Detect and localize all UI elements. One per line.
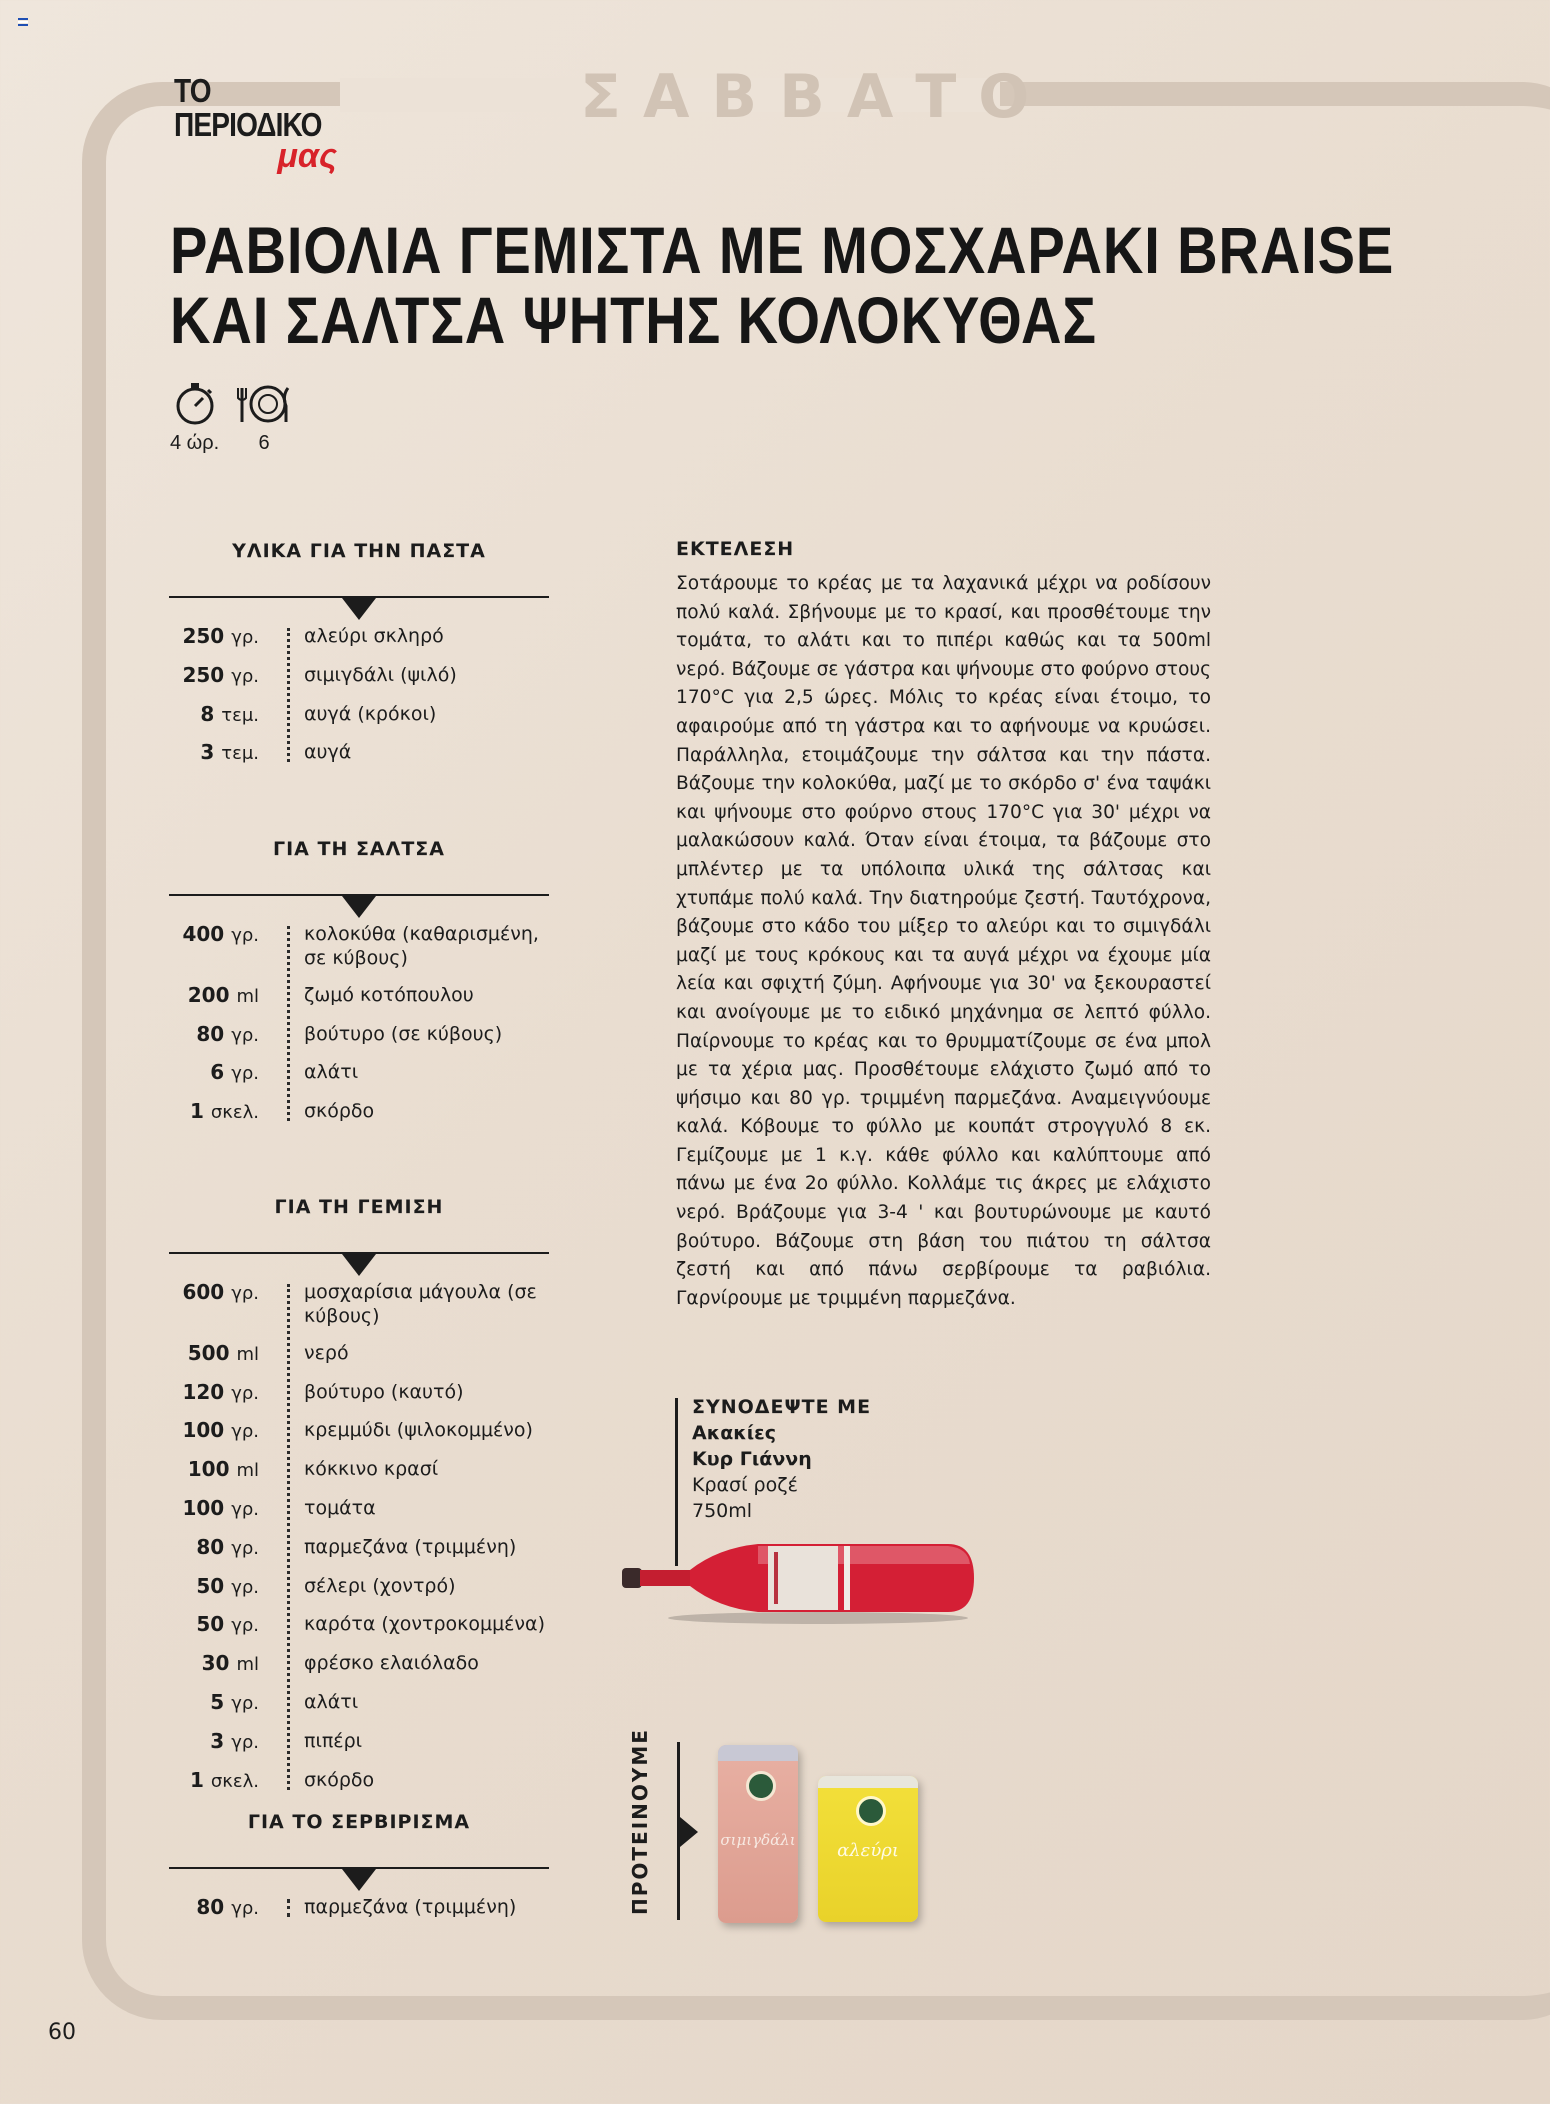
- bag-1-label: σιμιγδάλι: [720, 1831, 796, 1849]
- ingredient-row: [169, 1457, 549, 1483]
- ingredient-name: αυγά: [304, 741, 352, 764]
- ingredient-amount: 400: [182, 922, 225, 946]
- recipe-title-line-2: ΚΑΙ ΣΑΛΤΣΑ ΨΗΤΗΣ ΚΟΛΟΚΥΘΑΣ: [170, 283, 1097, 357]
- ingredient-quantity: [169, 1535, 259, 1561]
- ingredient-amount: 250: [182, 662, 225, 687]
- dotted-divider: [287, 1899, 290, 1917]
- wine-recommendation: [692, 1394, 871, 1524]
- ingredient-list: [169, 922, 549, 1125]
- ingredient-name: σέλερι (χοντρό): [304, 1574, 456, 1597]
- ingredient-quantity: [169, 1651, 259, 1677]
- bag-top: [718, 1745, 798, 1761]
- ingredient-list: [169, 1280, 549, 1794]
- execution-title: ΕΚΤΕΛΕΣΗ: [676, 538, 795, 560]
- section-title: ΓΙΑ ΤΗ ΓΕΜΙΣΗ: [274, 1196, 444, 1218]
- ingredient-unit: γρ.: [231, 1898, 259, 1919]
- ingredient-name: ζωμό κοτόπουλου: [304, 983, 474, 1006]
- ingredient-amount: 3: [210, 1728, 225, 1753]
- servings-meta: [236, 380, 292, 455]
- ingredient-unit: γρ.: [231, 1382, 259, 1404]
- ingredient-row: [169, 1729, 549, 1755]
- ingredient-name: αλάτι: [304, 1061, 359, 1084]
- dotted-divider: [287, 926, 290, 1121]
- bag-2-label: αλεύρι: [837, 1840, 899, 1861]
- section-pasta: [169, 540, 549, 779]
- ingredient-unit: γρ.: [231, 1024, 259, 1046]
- ingredient-name: νερό: [304, 1341, 349, 1364]
- ingredient-unit: γρ.: [231, 1537, 259, 1559]
- ingredient-name: σιμιγδάλι (ψιλό): [304, 663, 457, 686]
- ingredient-row: [169, 1651, 549, 1677]
- ingredient-quantity: [169, 1060, 259, 1086]
- ingredient-unit: γρ.: [231, 1063, 259, 1085]
- recipe-title: [170, 213, 1395, 357]
- flag-icon: [18, 18, 28, 26]
- ingredient-name: κόκκινο κρασί: [304, 1458, 439, 1481]
- ingredient-quantity: [169, 1099, 259, 1125]
- ingredient-name: καρότα (χοντροκομμένα): [304, 1613, 545, 1636]
- ingredient-amount: 5: [210, 1689, 225, 1714]
- section-title: ΥΛΙΚΑ ΓΙΑ ΤΗΝ ΠΑΣΤΑ: [232, 540, 486, 562]
- ingredient-list: [169, 624, 549, 766]
- wine-bottle-image: [618, 1530, 978, 1630]
- ingredient-list: [169, 1895, 549, 1921]
- ingredient-amount: 1: [189, 1767, 204, 1792]
- ingredient-quantity: [169, 1895, 259, 1921]
- ingredient-row: [169, 1099, 549, 1125]
- ingredient-quantity: [169, 1612, 259, 1638]
- section-serving: [169, 1811, 549, 1934]
- ingredient-name: βούτυρο (σε κύβους): [304, 1022, 503, 1045]
- ingredient-unit: τεμ.: [221, 704, 259, 726]
- ingredient-row: [169, 1768, 549, 1794]
- ingredient-unit: ml: [236, 1654, 259, 1676]
- ingredient-unit: γρ.: [231, 1692, 259, 1714]
- execution-text: Σοτάρουμε το κρέας με τα λαχανικά μέχρι να ροδίσουν πολύ καλά. Σβήνουμε με το κρασί, και προσθέτουμε την τομάτα, το αλάτι και το πιπέρι καθώς και τα 500ml νερό. Βάζουμε σε γάστρα και ψήνουμε στο φούρνο στους 170°C για 2,5 ώρες. Μόλις το κρέας είναι έτοιμο, το αφαιρούμε από τη γάστρα και το αφήνουμε να κρυώσει. Παράλληλα, ετοιμάζουμε την σάλτσα και την πάστα. Βάζουμε την κολοκύθα, μαζί με το σκόρδο σ' ένα ταψάκι και ψήνουμε στο φούρνο στους 170°C για 30' μέχρι να μαλακώσουν καλά. Όταν είναι έτοιμα, τα βάζουμε στο μπλέντερ με τα υπόλοιπα υλικά της σάλτσας και χτυπάμε πολύ καλά. Την διατηρούμε ζεστή. Ταυτόχρονα, βάζουμε στο κάδο του μίξερ το αλεύρι και το σιμιγδάλι μαζί με τους κρόκους και τα αυγά μέχρι να έχουμε μία λεία και σφιχτή ζύμη. Αφήνουμε για 30' να ξεκουραστεί και ανοίγουμε με το ειδικό μηχάνημα σε λεπτό φύλλο. Παίρνουμε το κρέας και το θρυμματίζουμε σε ένα μπολ με τα χέρια μας. Προσθέτουμε ελάχιστο ζωμό από το ψήσιμο και 80 γρ. τριμμένη παρμεζάνα. Αναμειγνύουμε καλά. Κόβουμε το φύλλο με κουπάτ στρογγυλό 8 εκ. Γεμίζουμε με 1 κ.γ. κάθε φύλλο και καλύπτουμε από πάνω με ένα 2ο φύλλο. Κολλάμε τις άκρες με ελάχιστο νερό. Βράζουμε για 3-4 ' και βουτυρώνουμε με καυτό βούτυρο. Βάζουμε στη βάση του πιάτου τη σάλτσα ζεστή και από πάνω σερβίρουμε τα ραβιόλια. Γαρνίρουμε με τριμμένη παρμεζάνα.: [676, 573, 1211, 1309]
- ingredient-row: [169, 1060, 549, 1086]
- ingredient-name: παρμεζάνα (τριμμένη): [304, 1896, 517, 1918]
- ingredient-unit: ml: [236, 985, 259, 1007]
- ingredient-name: πιπέρι: [304, 1729, 363, 1752]
- ingredient-name: σκόρδο: [304, 1100, 375, 1123]
- ingredient-row: [169, 1612, 549, 1638]
- ingredient-row: [169, 983, 549, 1009]
- ingredient-name: φρέσκο ελαιόλαδο: [304, 1652, 479, 1675]
- ingredient-unit: σκελ.: [210, 1770, 259, 1792]
- ingredient-unit: σκελ.: [210, 1102, 259, 1124]
- ingredient-amount: 600: [182, 1280, 225, 1304]
- ingredient-quantity: [169, 1341, 259, 1367]
- wine-size: 750ml: [692, 1500, 753, 1522]
- ingredient-quantity: [169, 740, 259, 766]
- plate-cutlery-icon: [236, 380, 292, 426]
- ingredient-name: τομάτα: [304, 1496, 376, 1519]
- ingredient-unit: γρ.: [231, 1576, 259, 1598]
- ingredient-unit: τεμ.: [221, 743, 259, 765]
- ingredient-quantity: [169, 983, 259, 1009]
- ingredient-quantity: [169, 1729, 259, 1755]
- ingredient-unit: ml: [236, 1460, 259, 1482]
- ingredient-name: αυγά (κρόκοι): [304, 702, 437, 725]
- suggest-label: ΠΡΟΤΕΙΝΟΥΜΕ: [628, 1728, 652, 1915]
- time-meta: [170, 380, 219, 455]
- semolina-bag-image: [718, 1745, 798, 1923]
- section-title: ΓΙΑ ΤΟ ΣΕΡΒΙΡΙΣΜΑ: [247, 1811, 471, 1833]
- ingredient-unit: ml: [236, 1343, 259, 1365]
- ingredient-amount: 100: [187, 1457, 230, 1482]
- ingredient-unit: γρ.: [231, 1731, 259, 1753]
- ingredient-amount: 120: [182, 1379, 225, 1404]
- wine-name-2: Κυρ Γιάννη: [692, 1448, 812, 1470]
- ingredient-amount: 100: [182, 1495, 225, 1520]
- magazine-logo: [174, 72, 339, 175]
- page-number: 60: [48, 2020, 76, 2045]
- arrow-down-icon: [342, 1869, 376, 1891]
- ingredient-row: [169, 740, 549, 766]
- ingredient-row: [169, 1535, 549, 1561]
- ingredient-row: [169, 1418, 549, 1444]
- ingredient-quantity: [169, 1574, 259, 1600]
- ingredient-amount: 50: [196, 1612, 225, 1637]
- ingredient-row: [169, 702, 549, 728]
- ingredient-name: αλεύρι σκληρό: [304, 625, 444, 647]
- ingredient-row: [169, 1380, 549, 1406]
- ingredient-quantity: [169, 624, 259, 650]
- ingredient-row: [169, 1574, 549, 1600]
- ingredient-row: [169, 1341, 549, 1367]
- ingredient-row: [169, 1690, 549, 1716]
- ingredient-quantity: [169, 922, 259, 948]
- bag-top: [818, 1776, 918, 1788]
- ingredient-quantity: [169, 1768, 259, 1794]
- wine-name-1: Ακακίες: [692, 1422, 776, 1444]
- ingredient-unit: γρ.: [231, 1615, 259, 1637]
- ingredient-quantity: [169, 1380, 259, 1406]
- arrow-down-icon: [342, 598, 376, 620]
- ingredient-row: [169, 1895, 549, 1921]
- ingredient-amount: 6: [210, 1060, 225, 1085]
- ingredient-amount: 200: [187, 982, 230, 1007]
- ingredient-name: αλάτι: [304, 1690, 359, 1713]
- ingredient-name: κρεμμύδι (ψιλοκομμένο): [304, 1419, 533, 1442]
- ingredient-amount: 8: [200, 701, 215, 726]
- ingredient-amount: 30: [201, 1651, 230, 1676]
- ingredient-amount: 80: [196, 1895, 225, 1919]
- ingredient-name: βούτυρο (καυτό): [304, 1380, 464, 1403]
- stopwatch-icon: [174, 380, 216, 426]
- ingredient-row: [169, 1496, 549, 1522]
- wine-heading: ΣΥΝΟΔΕΨΤΕ ΜΕ: [692, 1396, 872, 1418]
- ingredient-amount: 500: [187, 1340, 230, 1365]
- arrow-down-icon: [342, 1254, 376, 1276]
- ingredient-amount: 100: [182, 1418, 225, 1443]
- ingredient-unit: γρ.: [231, 1283, 259, 1304]
- recipe-title-line-1: ΡΑΒΙΟΛΙΑ ΓΕΜΙΣΤΑ ΜΕ ΜΟΣΧΑΡΑΚΙ BRAISE: [170, 213, 1395, 287]
- section-title: ΓΙΑ ΤΗ ΣΑΛΤΣΑ: [272, 838, 445, 860]
- ingredient-row: [169, 663, 549, 689]
- ingredient-unit: γρ.: [231, 1421, 259, 1443]
- logo-sub-text: μας: [277, 137, 337, 175]
- ingredient-row: [169, 922, 549, 970]
- execution-block: [676, 538, 1211, 1313]
- bag-badge-icon: [856, 1796, 886, 1826]
- logo-top-text: ΤΟ ΠΕΡΙΟΔΙΚΟ: [174, 72, 322, 143]
- ingredient-unit: γρ.: [231, 627, 259, 648]
- ingredient-name: παρμεζάνα (τριμμένη): [304, 1535, 517, 1558]
- dotted-divider: [287, 1284, 290, 1790]
- ingredient-amount: 1: [189, 1099, 204, 1124]
- ingredient-name: σκόρδο: [304, 1768, 375, 1791]
- ingredient-amount: 80: [196, 1021, 225, 1046]
- day-heading: ΣΑΒΒΑΤΟ: [580, 62, 1052, 132]
- ingredient-quantity: [169, 702, 259, 728]
- dotted-divider: [287, 628, 290, 762]
- time-value: 4 ώρ.: [170, 432, 220, 454]
- ingredient-quantity: [169, 1496, 259, 1522]
- ingredient-quantity: [169, 1280, 259, 1306]
- ingredient-quantity: [169, 1022, 259, 1048]
- wine-type: Κρασί ροζέ: [692, 1474, 798, 1496]
- section-rule: [169, 1252, 549, 1254]
- servings-value: 6: [258, 432, 270, 454]
- ingredient-unit: γρ.: [231, 665, 259, 687]
- ingredient-amount: 250: [182, 624, 225, 648]
- ingredient-quantity: [169, 663, 259, 689]
- ingredient-quantity: [169, 1457, 259, 1483]
- flour-bag-image: [818, 1776, 918, 1922]
- ingredient-quantity: [169, 1418, 259, 1444]
- section-rule: [169, 1867, 549, 1869]
- ingredient-row: [169, 624, 549, 650]
- section-rule: [169, 596, 549, 598]
- ingredient-amount: 3: [200, 740, 215, 765]
- ingredient-quantity: [169, 1690, 259, 1716]
- section-sauce: [169, 838, 549, 1138]
- section-rule: [169, 894, 549, 896]
- ingredient-amount: 50: [196, 1573, 225, 1598]
- ingredient-row: [169, 1280, 549, 1328]
- section-filling: [169, 1196, 549, 1806]
- ingredient-unit: γρ.: [231, 1498, 259, 1520]
- arrow-right-icon: [680, 1817, 698, 1847]
- ingredient-row: [169, 1022, 549, 1048]
- arrow-down-icon: [342, 896, 376, 918]
- bag-badge-icon: [746, 1771, 776, 1801]
- ingredient-unit: γρ.: [231, 925, 259, 946]
- ingredient-amount: 80: [196, 1534, 225, 1559]
- ingredient-name: μοσχαρίσια μάγουλα (σε κύβους): [304, 1281, 537, 1327]
- ingredient-name: κολοκύθα (καθαρισμένη, σε κύβους): [304, 923, 539, 969]
